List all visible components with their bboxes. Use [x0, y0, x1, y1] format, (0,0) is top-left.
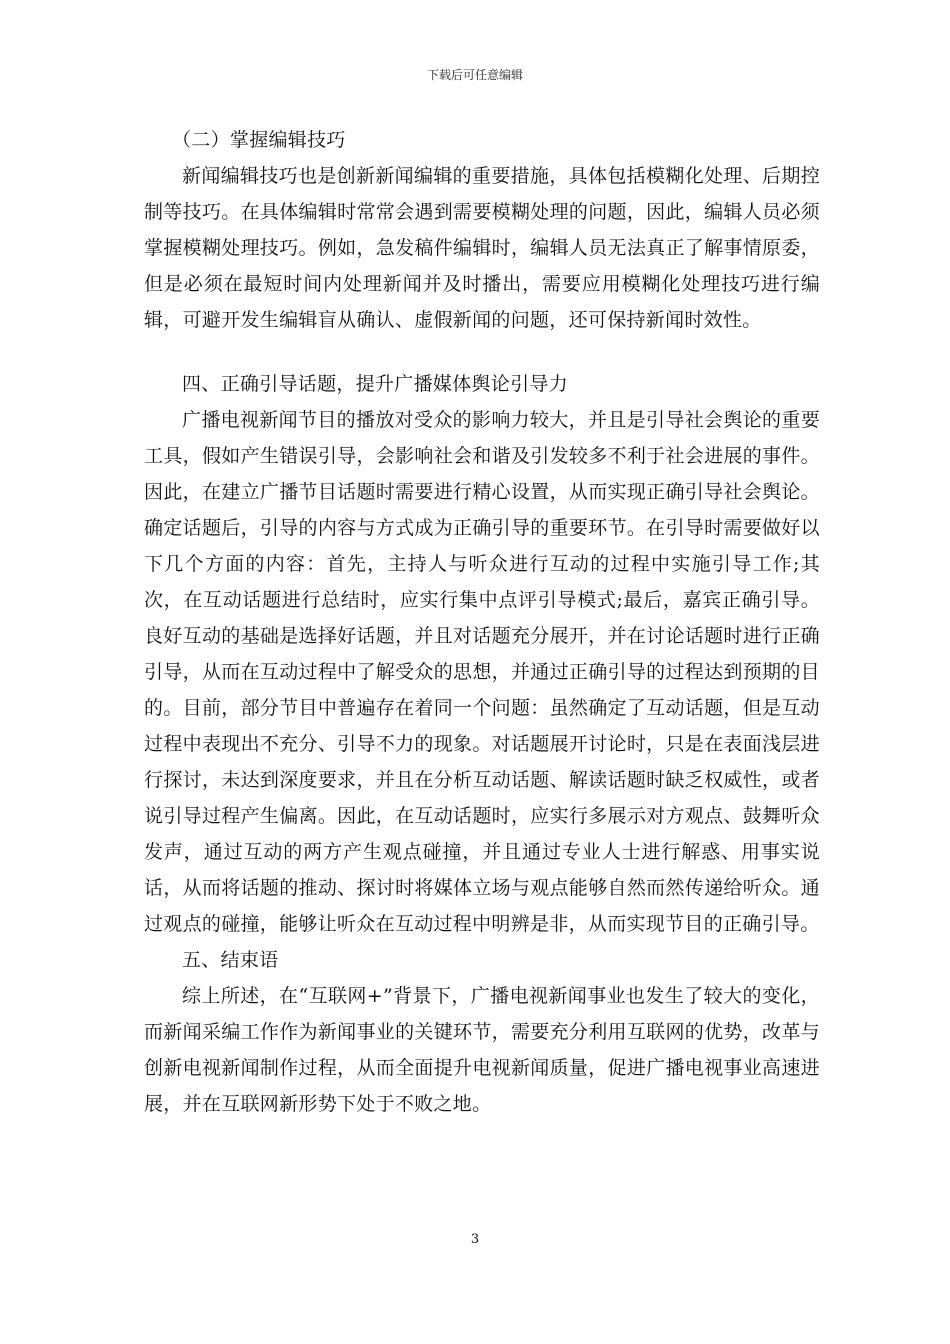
section-heading-2-2: （二）掌握编辑技巧 [172, 129, 346, 151]
paragraph-editing-skills: 新闻编辑技巧也是创新新闻编辑的重要措施，具体包括模糊化处理、后期控制等技巧。在具体编辑时常常会遇到需要模糊处理的问题，因此，编辑人员必须掌握模糊处理技巧。例如，急发稿件编辑时，编辑人员无法真正了解事情原委，但是必须在最短时间内处理新闻并及时播出，需要应用模糊化处理技巧进行编辑，可避开发生编辑盲从确认、虚假新闻的问题，还可保持新闻时效性。 [144, 165, 820, 331]
section-heading-4: 四、正确引导话题，提升广播媒体舆论引导力 [182, 373, 569, 395]
document-body [144, 122, 820, 1122]
section-gap [144, 338, 820, 366]
page-number: 3 [470, 1232, 480, 1247]
paragraph-topic-guidance: 广播电视新闻节目的播放对受众的影响力较大，并且是引导社会舆论的重要工具，假如产生错误引导，会影响社会和谐及引发较多不利于社会进展的事件。因此，在建立广播节目话题时需要进行精心设置，从而实现正确引导社会舆论。确定话题后，引导的内容与方式成为正确引导的重要环节。在引导时需要做好以下几个方面的内容：首先，主持人与听众进行互动的过程中实施引导工作;其次，在互动话题进行总结时，应实行集中点评引导模式;最后，嘉宾正确引导。良好互动的基础是选择好话题，并且对话题充分展开，并在讨论话题时进行正确引导，从而在互动过程中了解受众的思想，并通过正确引导的过程达到预期的目的。目前，部分节目中普遍存在着同一个问题：虽然确定了互动话题，但是互动过程中表现出不充分、引导不力的现象。对话题展开讨论时，只是在表面浅层进行探讨，未达到深度要求，并且在分析互动话题、解读话题时缺乏权威性，或者说引导过程产生偏离。因此，在互动话题时，应实行多展示对方观点、鼓舞听众发声，通过互动的两方产生观点碰撞，并且通过专业人士进行解惑、用事实说话，从而将话题的推动、探讨时将媒体立场与观点能够自然而然传递给听众。通过观点的碰撞，能够让听众在互动过程中明辨是非，从而实现节目的正确引导。 [144, 409, 820, 935]
page-header: 下载后可任意编辑 [426, 68, 523, 82]
paragraph-conclusion: 综上所述，在“互联网+”背景下，广播电视新闻事业也发生了较大的变化，而新闻采编工作作为新闻事业的关键环节，需要充分利用互联网的优势，改革与创新电视新闻制作过程，从而全面提升电视新闻质量，促进广播电视事业高速进展，并在互联网新形势下处于不败之地。 [144, 985, 820, 1115]
section-heading-5: 五、结束语 [182, 949, 279, 971]
